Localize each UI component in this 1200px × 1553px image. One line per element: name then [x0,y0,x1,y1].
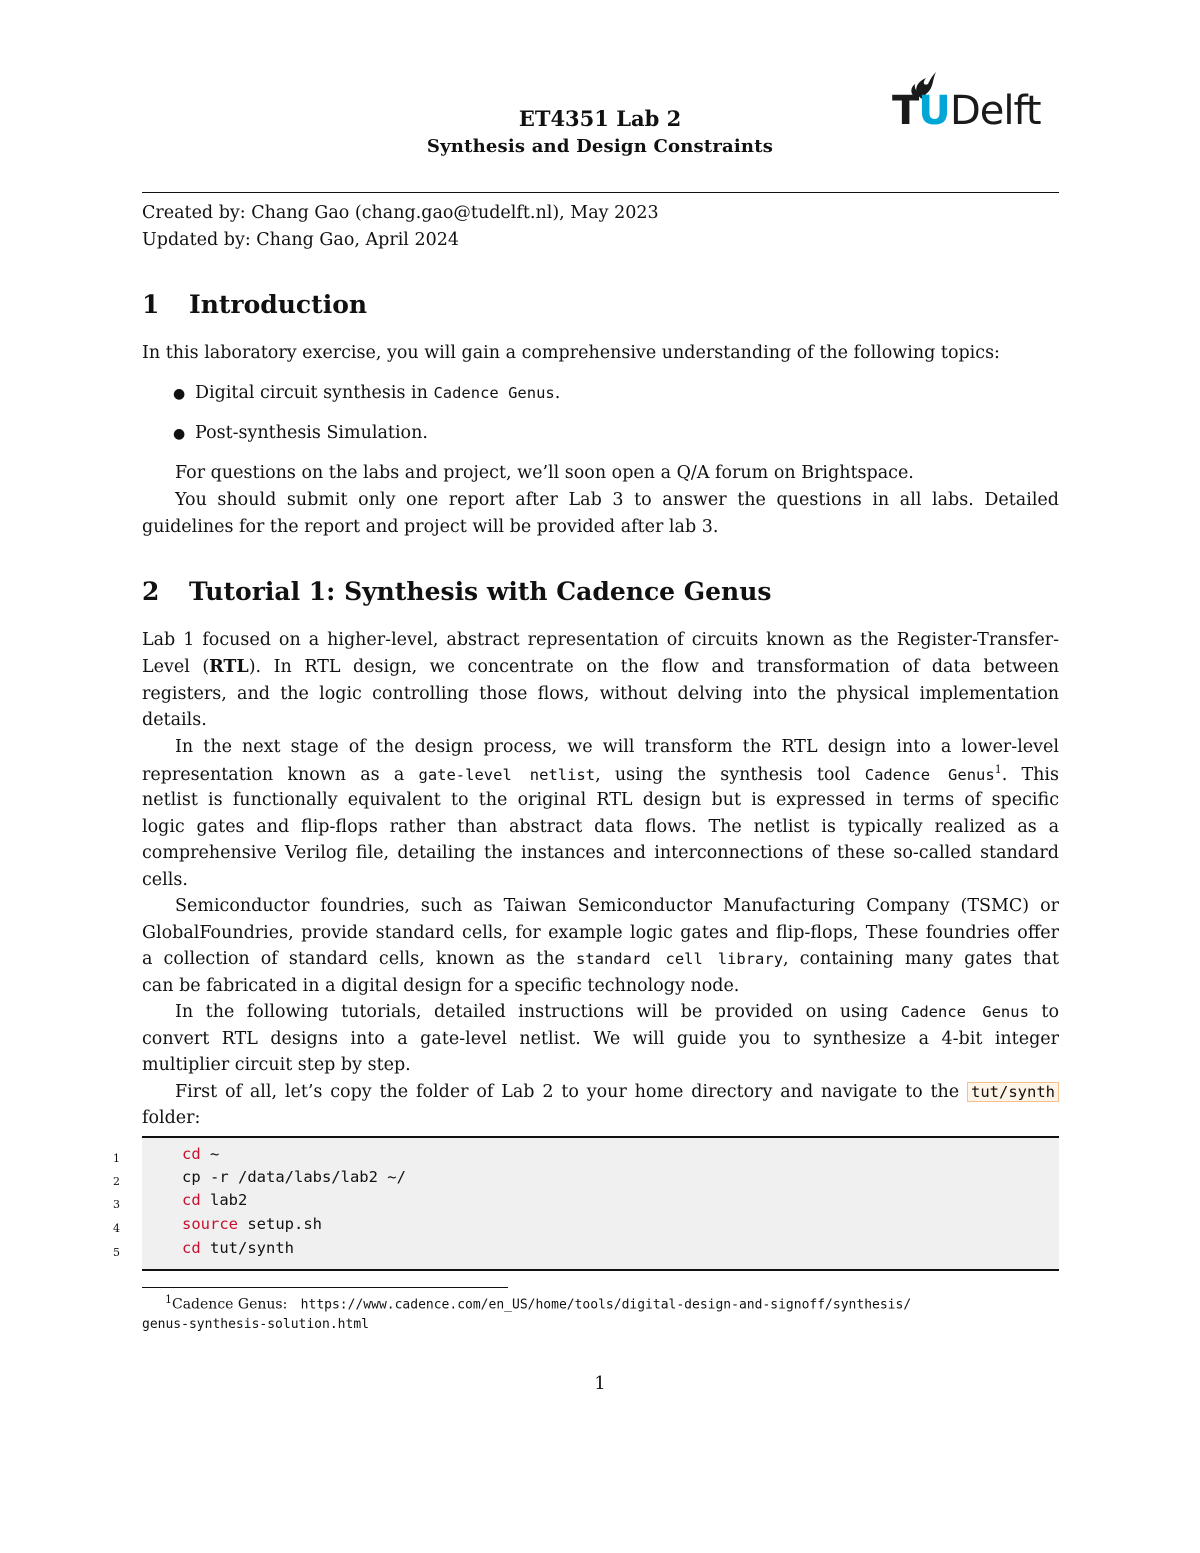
code-line-number: 4 [113,1222,120,1235]
body-line: multiplier circuit step by step. [142,1055,411,1075]
body-line: GlobalFoundries, provide standard cells, for example logic gates and flip-flops, These foundries offer [142,923,1059,943]
header-divider [142,192,1059,193]
section-heading-tutorial-1 [142,577,771,606]
intro-paragraph: In this laboratory exercise, you will gain a comprehensive understanding of the following topics: [142,343,1000,363]
document-title: ET4351 Lab 2 [518,106,682,131]
footnote-divider [142,1287,508,1288]
logo-delft-text: Delft [950,88,1041,134]
document-subtitle: Synthesis and Design Constraints [426,136,774,157]
tudelft-logo [888,70,1048,134]
body-line: can be fabricated in a digital design for a specific technology node. [142,976,740,996]
footnote-link[interactable]: genus-synthesis-solution.html [142,1317,369,1332]
code-line-number: 1 [113,1152,120,1165]
body-line: In the next stage of the design process, we will transform the RTL design into a lower-level [175,737,1059,757]
body-line: comprehensive Verilog file, detailing the instances and interconnections of these so-called standard [142,843,1059,863]
body-line-genus: In the following tutorials, detailed instructions will be provided on using Cadence Genus to [175,1002,1059,1022]
code-line-number: 2 [113,1175,120,1188]
section-title: Tutorial 1: Synthesis with Cadence Genus [189,577,772,606]
code-line: cd lab2 [182,1191,248,1209]
footnote: $^1$Cadence Genus: https://www.cadence.com/en_US/home/tools/digital-design-and-signoff/synthesis/ [165,1293,912,1313]
code-line: cp -r /data/labs/lab2 ~/ [182,1168,406,1186]
updated-by: Updated by: Chang Gao, April 2024 [142,230,459,250]
paragraph-report-line2: guidelines for the report and project will be provided after lab 3. [142,517,719,537]
body-line: convert RTL designs into a gate-level netlist. We will guide you to synthesize a 4-bit integer [142,1029,1059,1049]
body-line-netlist: representation known as a gate-level netlist, using the synthesis tool Cadence Genus$^1$. This [142,763,1059,785]
body-line: Lab 1 focused on a higher-level, abstract representation of circuits known as the Register-Transfer- [142,630,1059,650]
body-line-copy: First of all, let’s copy the folder of Lab 2 to your home directory and navigate to the tut/synth [175,1082,1059,1102]
body-line: cells. [142,870,188,890]
code-line-number: 5 [113,1246,120,1259]
bullet-icon: ● [173,386,186,402]
body-line: details. [142,710,207,730]
body-line: logic gates and flip-flops rather than abstract data flows. The netlist is typically realized as a [142,817,1059,837]
footnote-link[interactable]: https://www.cadence.com/en_US/home/tools/digital-design-and-signoff/synthesis/ [300,1297,912,1313]
logo-tu-text: TU [892,88,950,134]
bullet-icon: ● [173,426,186,442]
page-number: 1 [594,1373,606,1394]
code-line-number: 3 [113,1198,120,1211]
paragraph-report-line1: You should submit only one report after Lab 3 to answer the questions in all labs. Detailed [175,490,1059,510]
section-title: Introduction [189,290,368,319]
list-item: ● Digital circuit synthesis in Cadence Genus. [173,383,561,403]
footnote-continued [142,1316,369,1332]
code-line: source setup.sh [182,1215,322,1233]
body-line: registers, and the logic controlling those flows, without delving into the physical implementation [142,684,1059,704]
paragraph-questions: For questions on the labs and project, we’ll soon open a Q/A forum on Brightspace. [175,463,914,483]
body-line: Semiconductor foundries, such as Taiwan Semiconductor Manufacturing Company (TSMC) or [175,896,1059,916]
created-by: Created by: Chang Gao (chang.gao@tudelft.nl), May 2023 [142,203,659,223]
list-item: ● Post-synthesis Simulation. [173,423,428,443]
footnote-ref: 1 [994,763,1002,776]
body-line-library: a collection of standard cells, known as the standard cell library, containing many gates that [142,949,1060,969]
body-line: netlist is functionally equivalent to the original RTL design but is expressed in terms of specific [142,790,1059,810]
body-line-rtl: Level (RTL). In RTL design, we concentrate on the flow and transformation of data between [142,657,1059,677]
body-line: folder: [142,1108,201,1128]
code-line: cd tut/synth [182,1239,294,1257]
section-heading-introduction [142,290,367,319]
section-number: 1 [142,290,160,319]
highlighted-path: tut/synth [967,1082,1059,1102]
code-line: cd ~ [182,1145,220,1163]
section-number: 2 [142,577,160,606]
